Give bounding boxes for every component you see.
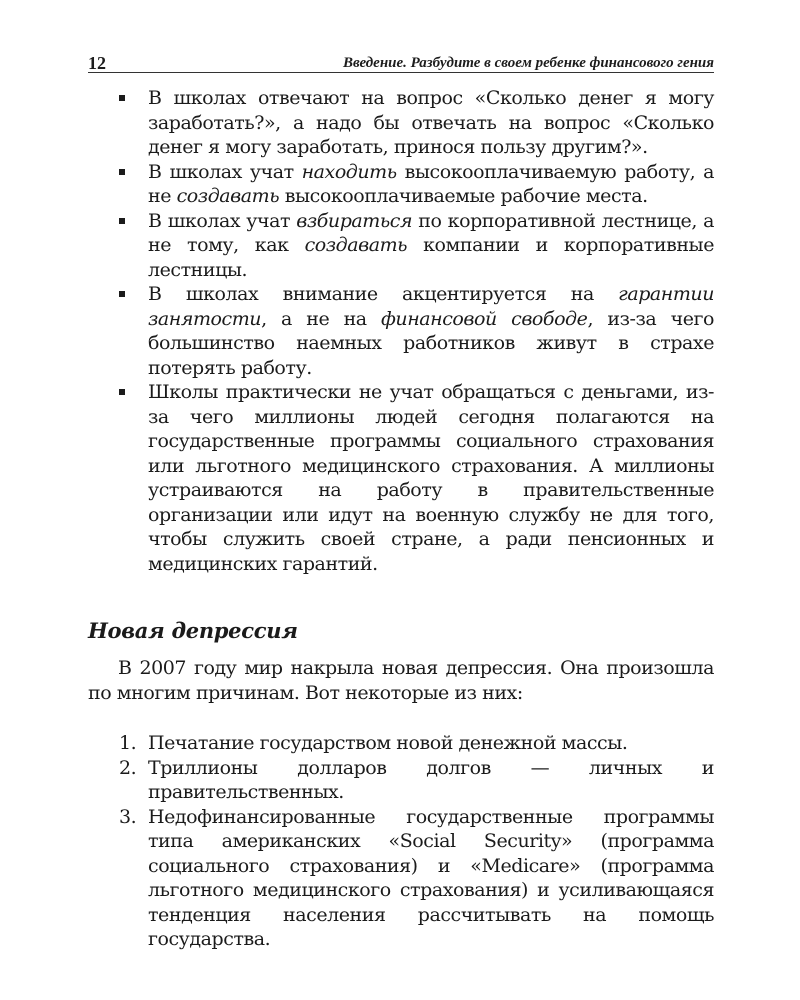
numbered-item (88, 805, 714, 952)
bullet-marker (119, 169, 125, 175)
item-number: 1. (119, 732, 137, 754)
text-run: компании и корпоративные лестницы. (148, 234, 715, 281)
text-run: В школах отвечают на вопрос «Сколько денег я могу заработать?», а надо бы отвечать на вопрос «Сколько денег я могу заработать, принося пользу другим?». (148, 87, 714, 158)
bullet-marker (119, 389, 125, 395)
bullet-item (88, 209, 714, 283)
item-text: Печатание государством новой денежной массы. (148, 732, 628, 754)
text-run: В школах учат (148, 209, 297, 232)
bullet-text (148, 87, 714, 158)
running-header (88, 50, 714, 76)
bullet-text (148, 381, 714, 575)
text-run: , а не на (261, 307, 382, 330)
bullet-text (148, 210, 714, 281)
bullet-marker (119, 95, 125, 101)
bullet-text (148, 161, 714, 208)
text-run: по корпоративной лестнице, а не тому, как (148, 209, 715, 256)
page-number: 12 (88, 53, 106, 73)
item-text: Недофинансированные государственные программы типа американских «Social Security» (программа социального страхования) и «Medicare» (программа льготного медицинского страхования) и усиливающаяся тенденция населения рассчитывать на помощь государства. (148, 805, 714, 950)
italic-emphasis: находить (301, 160, 397, 183)
text-run: В школах внимание акцентируется на (148, 283, 619, 305)
italic-emphasis: гарантии занятости (148, 283, 714, 330)
italic-emphasis: взбираться (296, 209, 413, 232)
item-number: 2. (119, 756, 137, 779)
book-page (88, 50, 714, 952)
text-run: высокооплачиваемые рабочие места. (279, 185, 648, 207)
italic-emphasis: создавать (176, 185, 280, 207)
item-text: Триллионы долларов долгов — личных и правительственных. (148, 756, 714, 803)
bullet-marker (119, 291, 125, 297)
bullet-list (88, 86, 714, 576)
numbered-item (88, 731, 714, 756)
header-rule (88, 72, 714, 73)
running-title: Введение. Разбудите в своем ребенке финансового гения (342, 55, 714, 71)
bullet-text (148, 283, 714, 379)
text-run: Школы практически не учат обращаться с деньгами, из-за чего миллионы людей сегодня полагаются на государственные программы социального страхования или льготного медицинского страхования. А миллионы устраиваются на работу в правительственные организации или идут на военную службу не для того, чтобы служить своей стране, а ради пенсионных и медицинских гарантий. (148, 381, 714, 575)
bullet-item (88, 160, 714, 209)
text-run: В школах учат (148, 160, 302, 183)
italic-emphasis: создавать (304, 234, 408, 256)
bullet-marker (119, 218, 125, 224)
numbered-list (88, 731, 714, 952)
numbered-item (88, 756, 714, 805)
bullet-item (88, 380, 714, 576)
text-run: высокооплачиваемую работу, а не (148, 160, 715, 207)
text-run: , из-за чего большинство наемных работников живут в страхе потерять работу. (148, 307, 714, 379)
bullet-item (88, 86, 714, 160)
item-number: 3. (119, 805, 137, 828)
italic-emphasis: финансовой свободе (381, 307, 588, 330)
section-title: Новая депрессия (88, 618, 298, 643)
section-intro-paragraph: В 2007 году мир накрыла новая депрессия. Она произошла по многим причинам. Вот некоторые из них: (88, 657, 714, 704)
bullet-item (88, 282, 714, 380)
